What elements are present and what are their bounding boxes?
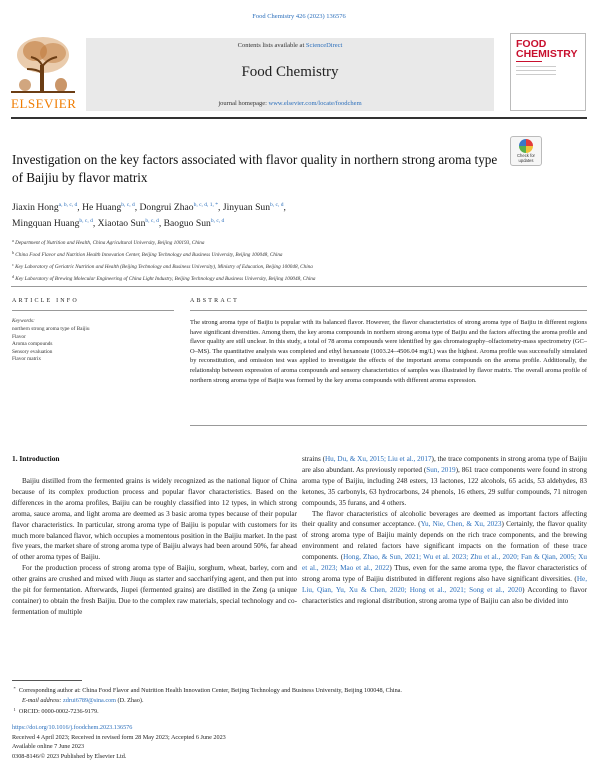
cover-accent-bar (516, 61, 542, 62)
abstract-rule (190, 310, 587, 311)
author-4[interactable]: Jinyuan Sun$^{b, c, d}$ (222, 202, 284, 213)
introduction-heading: 1. Introduction (12, 454, 60, 463)
intro-paragraph-3: strains (Hu, Du, & Xu, 2015; Liu et al., 2017), the trace components in strong aroma type of Baijiu are also abundant. As previously reported (Sun, 2019), 861 trace components were found in strong aroma type of Baijiu, including 248 esters, 13 lactones, 122 alcohols, 65 acids, 53 aldehydes, 83 ketones, 35 carbonyls, 63 hydrocarbons, 24 phenols, 16 ethers, 29 sulfur compounds, 71 nitrogen compounds, 35 furans, and 4 others. (302, 455, 587, 507)
journal-cover-thumbnail[interactable] (510, 33, 586, 111)
abstract-heading: ABSTRACT (190, 298, 239, 304)
citation-link[interactable]: Hong, Zhao, & Sun, 2021; Wu et al. 2023; Zhu et al., 2020; Fan & Qian, 2005; Xu et al., 2023; Mao et al., 2022 (302, 553, 587, 573)
check-updates-line1: Check for (517, 153, 535, 158)
affiliation-a: $^a$ Department of Nutrition and Health, China Agricultural University, Beijing 100193, China (12, 238, 205, 246)
email-note: E-mail address: zdrui6789@sina.com (D. Zhao). (22, 696, 144, 704)
affiliation-c: $^c$ Key Laboratory of Geriatric Nutrition and Health (Beijing Technology and Business University), Ministry of Education, Beijing 100048, China (12, 262, 313, 270)
citation-link[interactable]: He, Liu, Qian, Yu, Xu & Chen, 2020; Hong et al., 2021; Song et al., 2020 (302, 574, 587, 594)
author-email-link[interactable]: zdrui6789@sina.com (63, 696, 116, 704)
intro-paragraph-2: For the production process of strong aroma type of Baijiu, sorghum, wheat, barley, corn and other grains are crushed and mixed with Jiuqu as starter and saccharifying agent, and then put into the pit for fermentation. Afterwards, Jiupei (fermented grains) are distilled in the Zeng (a unique container) to obtain the fresh Baijiu. Due to the complex raw materials, special technology and co-fermentation of multiple (12, 564, 297, 616)
cover-title-line1: FOOD (516, 38, 547, 50)
author-5[interactable]: Mingquan Huang$^{b, c, d}$ (12, 217, 93, 229)
journal-title: Food Chemistry (241, 64, 339, 80)
cover-title-line2: CHEMISTRY (516, 47, 578, 60)
corresponding-author-note: * Corresponding author at: China Food Flavor and Nutrition Health Innovation Center, Beijing Technology and Business University, Beijing 100048, China. (13, 686, 402, 694)
affiliation-b: $^b$ China Food Flavor and Nutrition Health Innovation Center, Beijing Technology and Business University, Beijing 100048, China (12, 250, 283, 258)
homepage-line (86, 100, 494, 107)
elsevier-wordmark: ELSEVIER (11, 96, 77, 111)
journal-masthead (86, 38, 494, 111)
doi-link[interactable]: https://doi.org/10.1016/j.foodchem.2023.136576 (12, 724, 133, 731)
cover-text-lines (516, 66, 556, 78)
author-list: Jiaxin Hong$^{a, b, c, d}$, He Huang$^{b, c, d}$, Dongrui Zhao$^{b, c, d, 1, *}$, Jinyuan Sun$^{b, c, d}$, Mingquan Huang$^{b, c, d}$, Xiaotao Sun$^{b, c, d}$, Baoguo Sun$^{b, c, d}$ (12, 202, 286, 229)
author-1[interactable]: Jiaxin Hong$^{a, b, c, d}$ (12, 202, 78, 213)
author-3-affiliation-marks[interactable]: b, c, d, 1, * (193, 202, 219, 208)
cover-title (516, 40, 577, 59)
article-info-rule (12, 310, 174, 311)
keyword-item: Flavor (12, 333, 26, 340)
keyword-item: Aroma compounds (12, 341, 53, 348)
body-column-left (12, 476, 297, 618)
affiliations (12, 236, 572, 284)
copyright-line: 0308-8146/© 2023 Published by Elsevier Ltd. (12, 752, 127, 760)
article-title: Investigation on the key factors associated with flavor quality in northern strong aroma type of Baijiu by flavor matrix (12, 152, 498, 185)
elsevier-tree-icon (11, 33, 75, 95)
author-6[interactable]: Xiaotao Sun$^{b, c, d}$ (97, 217, 159, 229)
abstract-bottom-rule (190, 425, 587, 426)
author-7-affiliation-marks[interactable]: b, c, d (210, 217, 225, 224)
journal-citation[interactable]: Food Chemistry 426 (2023) 136576 (252, 13, 346, 20)
keyword-item: Flavor matrix (12, 356, 41, 363)
header-rule (11, 117, 587, 119)
author-1-affiliation-marks[interactable]: a, b, c, d (58, 202, 78, 208)
body-column-right (302, 454, 587, 607)
intro-paragraph-1: Baijiu distilled from the fermented grains is widely recognized as the national liquor of China because of its complex production process and popular flavor characteristics. Based on the differences in the aroma profiles, Baijiu can be roughly classified into 12 types, in which strong aroma, sauce aroma, and light aroma are deemed as 3 basic aroma types because of their popular flavor characteristics. In particular, strong aroma type of Baijiu is popular with customers for its much more balanced flavor, which occupies a momentous position in the Baijiu market. In the past five years, the market share of strong aroma type of Baijiu always had been around 50%, far ahead of other aroma types of Baijiu. (12, 477, 297, 562)
abstract-text: The strong aroma type of Baijiu is popular with its balanced flavor. However, the flavor characteristics of strong aroma type of Baijiu in different regions have significant diversities. Among them, the key aroma compounds in northern strong aroma type of Baijiu and the factors affecting the aroma profile and flavor quality are still unclear. In this study, a total of 78 aroma compounds were identified by gas chromatography–olfactometry-mass spectrometry (GC–O–MS). The quantitative analysis was completed and ethyl hexanoate (1003.24–4506.04 mg/L) was the highest. Aroma profile was successfully simulated by reconstitution, and omission test was applied to investigate the effects of the important aroma compounds on the aroma profile. Additionally, the relationship between expression of aroma compounds and sensory characteristics of samples was illustrated by flavor matrix. The overall aroma profile of northern strong aroma type of Baijiu was formed by the key aroma compounds with different aroma expression. (190, 319, 587, 384)
author-3[interactable]: Dongrui Zhao$^{b, c, d, 1, *}$ (139, 202, 219, 213)
publication-info (12, 723, 587, 761)
footnotes (12, 684, 587, 717)
sciencedirect-link[interactable]: ScienceDirect (305, 42, 343, 49)
section-rule (11, 286, 587, 287)
elsevier-logo[interactable] (11, 33, 75, 111)
citation-link[interactable]: Sun, 2019 (426, 465, 456, 474)
available-online: Available online 7 June 2023 (12, 743, 85, 751)
check-for-updates-button[interactable] (510, 136, 542, 166)
author-4-affiliation-marks[interactable]: b, c, d (270, 202, 284, 208)
keywords-list (12, 326, 90, 364)
keyword-item: northern strong aroma type of Baijiu (12, 326, 90, 332)
author-7[interactable]: Baoguo Sun$^{b, c, d}$ (163, 217, 225, 229)
check-updates-line2: updates (518, 157, 534, 163)
orcid-note: $^1$ ORCID: 0000-0002-7236-9179. (13, 707, 99, 716)
intro-paragraph-4: The flavor characteristics of alcoholic beverages are deemed as important factors affecting their quality and consumer acceptance. (Yu, Nie, Chen, & Xu, 2023) Certainly, the flavor quality of strong aroma type of Baijiu mainly depends on the rich trace components, and the brewing environment and related factors have significant impacts on the formation of these trace components. (Hong, Zhao, & Sun, 2021; Wu et al. 2023; Zhu et al., 2020; Fan & Qian, 2005; Xu et al., 2023; Mao et al., 2022) Thus, even for the same aroma type, the flavor characteristics of strong aroma type of Baijiu distributed in different regions also have significant diversities. (He, Liu, Qian, Yu, Xu & Chen, 2020; Hong et al., 2021; Song et al., 2020) According to flavor characteristics and regional distribution, strong aroma type of Baijiu can also be divided into (302, 509, 587, 605)
check-updates-text (511, 154, 541, 163)
citation-link[interactable]: Yu, Nie, Chen, & Xu, 2023 (420, 520, 502, 529)
keyword-item: Sensory evaluation (12, 348, 53, 355)
author-5-affiliation-marks[interactable]: b, c, d (79, 217, 93, 224)
journal-homepage-link[interactable]: www.elsevier.com/locate/foodchem (268, 100, 362, 107)
article-info-heading: ARTICLE INFO (12, 298, 79, 304)
homepage-prefix: journal homepage: (218, 100, 269, 107)
contents-line (86, 42, 494, 49)
keywords-label: Keywords: (12, 318, 35, 324)
footnote-rule (12, 680, 82, 681)
affiliation-d: $^d$ Key Laboratory of Brewing Molecular Engineering of China Light Industry, Beijing Technology and Business University, Beijing 100048, China (12, 274, 316, 282)
author-2-affiliation-marks[interactable]: b, c, d (121, 202, 135, 208)
author-2[interactable]: He Huang$^{b, c, d}$ (82, 202, 135, 213)
contents-prefix: Contents lists available at (237, 42, 306, 49)
citation-link[interactable]: Hu, Du, & Xu, 2015; Liu et al., 2017 (324, 455, 432, 463)
received-dates: Received 4 April 2023; Received in revised form 28 May 2023; Accepted 6 June 2023 (12, 733, 226, 741)
check-updates-icon (519, 139, 533, 153)
author-6-affiliation-marks[interactable]: b, c, d (145, 217, 159, 224)
